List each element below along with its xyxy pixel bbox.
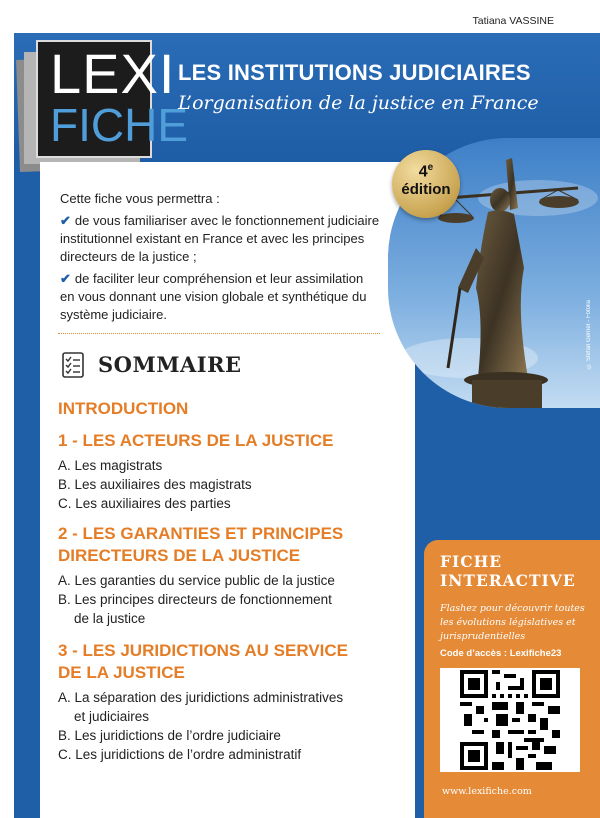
edition-badge (392, 150, 460, 218)
toc-item: C. Les auxiliaires des parties (58, 496, 231, 511)
intro-point: ✔ de vous familiariser avec le fonctionnement judiciaire institutionnel existant en France et avec les principes directeurs de la justice ; (60, 213, 380, 264)
check-icon: ✔ (60, 271, 71, 286)
intro-lead: Cette fiche vous permettra : (60, 191, 220, 206)
toc-item: A. La séparation des juridictions administratives et judiciaires (58, 690, 344, 724)
toc-section-3-heading-cont: DE LA JUSTICE (58, 663, 185, 682)
toc-item: A. Les magistrats (58, 458, 163, 473)
book-subtitle: L’organisation de la justice en France (178, 92, 539, 114)
toc-introduction: INTRODUCTION (58, 399, 189, 418)
access-code: Code d’accès : Lexifiche23 (440, 648, 562, 659)
edition-word: édition (401, 181, 451, 199)
logo-fiche: FICHE (50, 99, 188, 151)
intro-point: ✔ de faciliter leur compréhension et leur assimilation en vous donnant une vision globale et synthétique du système judiciaire. (60, 271, 367, 322)
lexifiche-logo (36, 40, 188, 158)
toc-section-3-heading: 3 - LES JURIDICTIONS AU SERVICE (58, 641, 348, 660)
toc-section-2-heading-cont: DIRECTEURS DE LA JUSTICE (58, 546, 301, 565)
toc-item: B. Les auxiliaires des magistrats (58, 477, 252, 492)
toc-item: A. Les garanties du service public de la justice (58, 573, 335, 588)
dotted-divider (58, 333, 380, 334)
author-name: Tatiana VASSINE (472, 15, 554, 27)
interactive-description: Flashez pour découvrir toutes les évolutions législatives et jurisprudentielles (440, 603, 585, 642)
toc-section-1-heading: 1 - LES ACTEURS DE LA JUSTICE (58, 431, 334, 450)
checklist-icon (60, 352, 86, 378)
edition-number: 4e (418, 162, 434, 181)
intro-text (60, 190, 380, 328)
toc-item: B. Les principes directeurs de fonctionnement de la justice (58, 592, 332, 626)
sommaire-heading: SOMMAIRE (98, 352, 242, 377)
table-of-contents (58, 398, 398, 764)
book-title: LES INSTITUTIONS JUDICIAIRES (178, 60, 531, 85)
check-icon: ✔ (60, 213, 71, 228)
website-url[interactable]: www.lexifiche.com (442, 786, 532, 797)
qr-code[interactable] (440, 668, 580, 772)
photo-credit: © Stefan Gerner - Fotolia (586, 300, 592, 369)
interactive-title: FICHE INTERACTIVE (440, 552, 576, 590)
logo-lexi: LEXI (50, 42, 176, 105)
toc-item: B. Les juridictions de l’ordre judiciaire (58, 728, 281, 743)
interactive-box (424, 540, 600, 818)
toc-section-2-heading: 2 - LES GARANTIES ET PRINCIPES (58, 524, 344, 543)
toc-item: C. Les juridictions de l’ordre administratif (58, 747, 302, 762)
